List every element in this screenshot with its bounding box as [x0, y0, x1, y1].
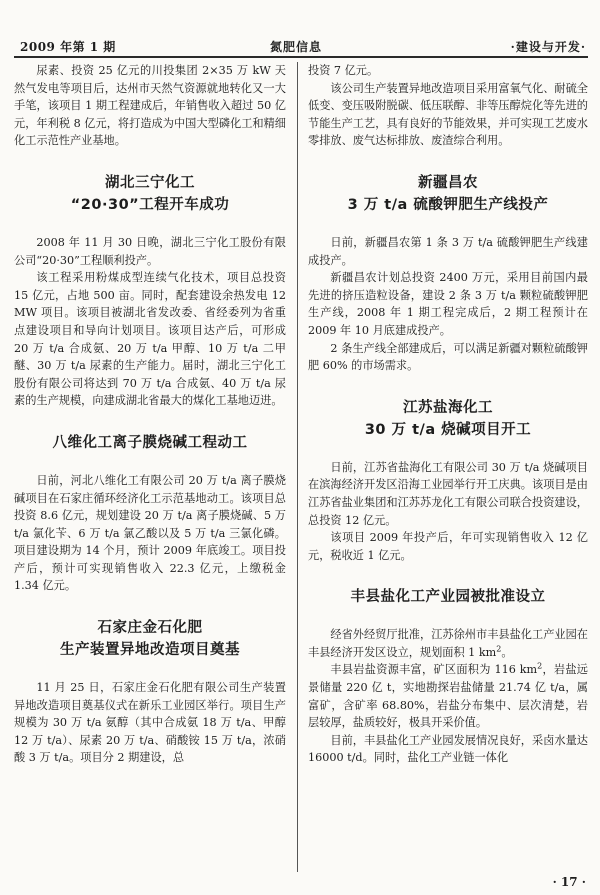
right-column	[308, 62, 588, 767]
article-title-yanhai	[308, 397, 588, 441]
text-run: 经省外经贸厅批准，江苏徐州市丰县盐化工产业园在丰县经济开发区设立，规划面积 1 km	[308, 628, 588, 659]
title-line: 生产装置异地改造项目奠基	[60, 642, 240, 659]
continued-text: 投资 7 亿元。	[308, 64, 379, 77]
paragraph: 日前，江苏省盐海化工有限公司 30 万 t/a 烧碱项目在滨海经济开发区沿海工业园举行开工庆典。该项目是由江苏省盐业集团和江苏苏龙化工有限公司联合投资建设，总投资 12 亿元。	[308, 460, 588, 527]
article-title-jinshi	[14, 617, 286, 661]
paragraph: 该工程采用粉煤成型连续气化技术，项目总投资 15 亿元，占地 500 亩。同时，配套建设余热发电 12 MW 项目。该项目被湖北省发改委、省经委列为省重点建设项目和导向计划项目。该项目达产后，可形成 20 万 t/a 合成氨、20 万 t/a 甲醇、10 万 t/a 二甲醚、30 万 t/a 尿素的生产能力。届时，湖北三宁化工股份有限公司将达到 70 万 t/a 合成氨、40 万 t/a 尿素的生产规模，向建成湖北省最大的煤化工基地迈进。	[14, 271, 286, 408]
article-title-sanning	[14, 172, 286, 216]
left-column	[14, 62, 286, 767]
journal-name: 氮肥信息	[270, 40, 323, 54]
paragraph	[308, 626, 588, 661]
title-line: 石家庄金石化肥	[97, 620, 203, 637]
paragraph: 该公司生产装置异地改造项目采用富氧气化、耐硫全低变、变压吸附脱碳、低压联醇、非等压醇烷化等先进的节能生产工艺，具有良好的节能效果，并可实现工艺废水零排放、废气达标排放、废渣综合利用。	[308, 81, 588, 148]
text-run: ，岩盐远景储量 220 亿 t，实地勘探岩盐储量 21.74 亿 t/a，属富矿，含矿率 68.80%，岩盐分布集中、层次清楚，岩层较厚，盐质较好，极具开采价值。	[308, 663, 588, 730]
page-header	[0, 0, 600, 62]
paragraph: 日前，河北八维化工有限公司 20 万 t/a 离子膜烧碱项目在石家庄循环经济化工示范基地动工。该项目总投资 8.6 亿元，规划建设 20 万 t/a 离子膜烧碱、5 万 t/a 氯化苄、6 万 t/a 氯乙酸以及 5 万 t/a 三氯化磷。项目建设期为 14 个月，预计 2009 年底竣工。项目投产后，预计可实现销售收入 22.3 亿元，上缴税金 1.34 亿元。	[14, 473, 286, 593]
article-title-changnong	[308, 172, 588, 216]
title-line: 新疆昌农	[418, 174, 478, 191]
paragraph: 目前，丰县盐化工产业园发展情况良好，采卤水量达 16000 t/d。同时，盐化工产业链一体化	[308, 733, 588, 765]
text-run: 丰县岩盐资源丰富，矿区面积为 116 km	[330, 663, 538, 677]
issue-label: 2009 年第 1 期	[20, 40, 116, 54]
paragraph: 日前，新疆昌农第 1 条 3 万 t/a 硫酸钾肥生产线建成投产。	[308, 235, 588, 267]
article-title-fengxian	[308, 586, 588, 608]
continued-paragraph: 尿素、投资 25 亿元的川投集团 2×35 万 kW 天然气发电等项目后，达州市天然气资源就地转化又一大手笔，该项目 1 期工程建成后，年销售收入超过 50 亿元，年利税 8 亿元，将打造成为中国大型磷化工和精细化工示范性产业基地。	[14, 64, 286, 148]
title-line: 江苏盐海化工	[403, 399, 493, 416]
article-title-bawei	[14, 432, 286, 454]
title-line: 丰县盐化工产业园被批准设立	[350, 589, 546, 606]
title-line: 30 万 t/a 烧碱项目开工	[364, 421, 532, 438]
section-name: ·建设与开发·	[510, 40, 586, 54]
paragraph: 2008 年 11 月 30 日晚，湖北三宁化工股份有限公司“20·30”工程顺利投产。	[14, 235, 286, 267]
paragraph: 2 条生产线全部建成后，可以满足新疆对颗粒硫酸钾肥 60% 的市场需求。	[308, 341, 588, 373]
title-line: 3 万 t/a 硫酸钾肥生产线投产	[347, 196, 549, 213]
superscript: 2	[496, 644, 502, 654]
title-line: “20·30”工程开车成功	[70, 196, 230, 213]
paragraph: 新疆昌农计划总投资 2400 万元，采用目前国内最先进的挤压造粒设备，建设 2 条 3 万 t/a 颗粒硫酸钾肥生产线，2008 年 1 期工程完成后，2 期工程预计在 2009 年 10 月底建成投产。	[308, 271, 588, 337]
superscript: 2	[537, 661, 543, 671]
paragraph: 该项目 2009 年投产后，年可实现销售收入 12 亿元，税收近 1 亿元。	[308, 531, 588, 562]
text-run: 。	[501, 645, 513, 659]
title-line: 湖北三宁化工	[105, 174, 195, 191]
paragraph	[308, 661, 588, 731]
column-divider	[297, 62, 298, 872]
title-line: 八维化工离子膜烧碱工程动工	[52, 434, 248, 451]
header-rule	[14, 56, 588, 58]
page-number: · 17 ·	[552, 875, 586, 889]
paragraph: 11 月 25 日，石家庄金石化肥有限公司生产装置异地改造项目奠基仪式在新乐工业园区举行。项目生产规模为 30 万 t/a 氨醇（其中合成氨 18 万 t/a、甲醇 12 万 t/a）、尿素 20 万 t/a、硝酸铵 15 万 t/a，浓硝酸 3 万 t/a。项目分 2 期建设，总	[14, 681, 286, 765]
